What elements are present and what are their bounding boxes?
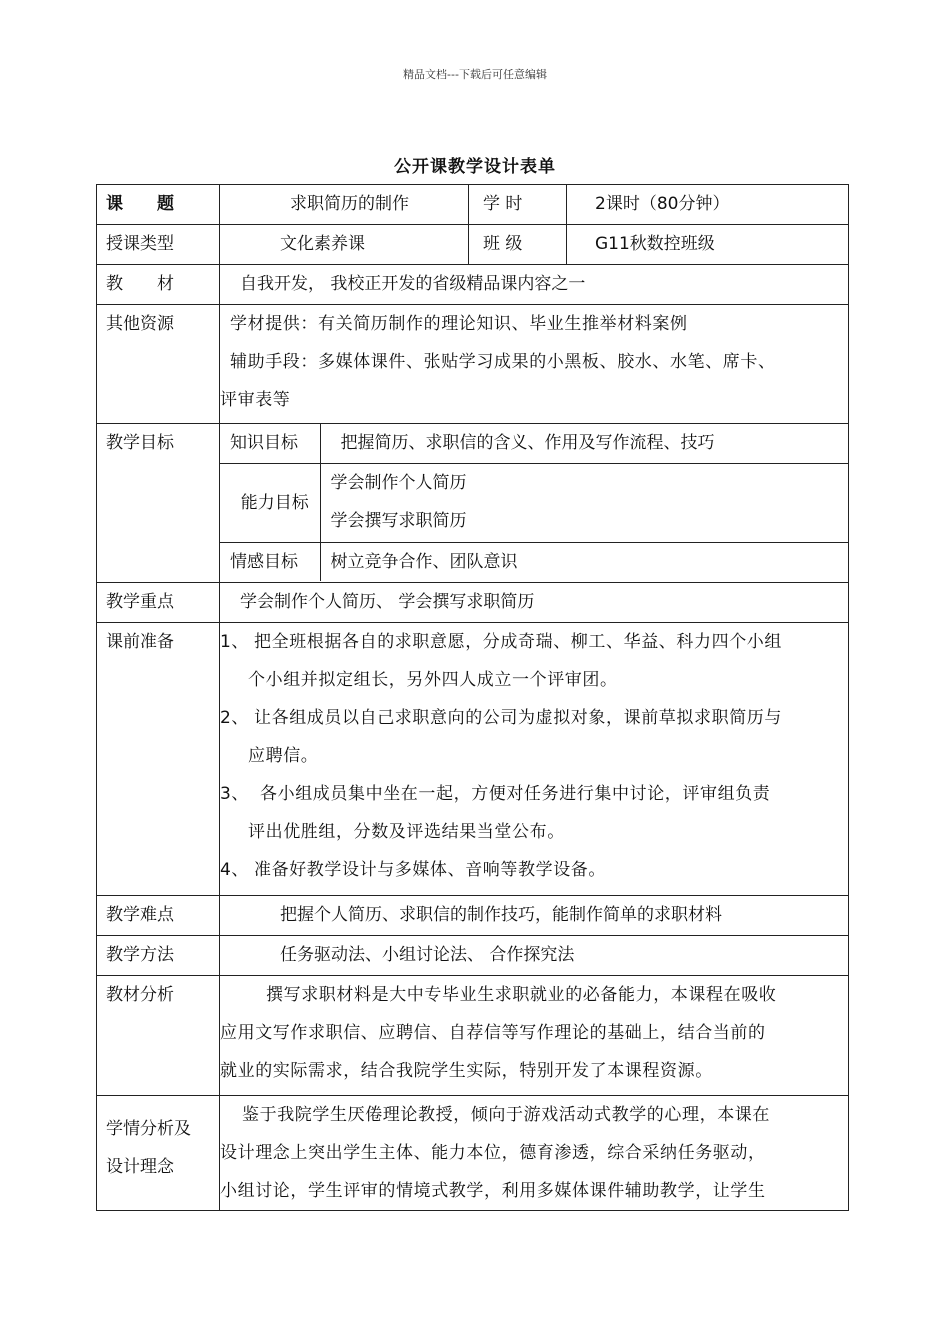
prep-item-text: 让各组成员以自己求职意向的公司为虚拟对象，课前草拟求职简历与 — [254, 708, 782, 728]
material-label: 教 材 — [97, 265, 220, 305]
row-type — [97, 225, 849, 265]
ability-goal-line: 学会制作个人简历 — [330, 472, 467, 493]
prep-item-text: 评出优胜组，分数及评选结果当堂公布。 — [248, 822, 565, 842]
hours-label: 学 时 — [469, 185, 567, 225]
hours-value: 2课时（80分钟） — [567, 185, 849, 225]
topic-value: 求职简历的制作 — [220, 185, 469, 225]
watermark-text: 精品文档---下载后可任意编辑 — [403, 68, 547, 81]
goals-label: 教学目标 — [97, 424, 220, 583]
row-resources — [97, 305, 849, 424]
analysis-content — [220, 976, 849, 1096]
knowledge-goal-label: 知识目标 — [220, 424, 320, 463]
prep-label: 课前准备 — [97, 623, 220, 896]
prep-item-text: 准备好教学设计与多媒体、音响等教学设备。 — [254, 860, 606, 880]
ability-goal-label: 能力目标 — [220, 463, 320, 542]
emotion-goal-label: 情感目标 — [220, 542, 320, 581]
prep-item-number: 4、 — [220, 860, 250, 880]
topic-label: 课 题 — [97, 185, 220, 225]
row-prep — [97, 623, 849, 896]
difficulty-label: 教学难点 — [97, 896, 220, 936]
analysis-line: 就业的实际需求，结合我院学生实际，特别开发了本课程资源。 — [220, 1061, 713, 1081]
row-difficulty — [97, 896, 849, 936]
class-value: G11秋数控班级 — [567, 225, 849, 265]
row-topic — [97, 185, 849, 225]
type-value: 文化素养课 — [220, 225, 469, 265]
row-material — [97, 265, 849, 305]
method-value: 任务驱动法、小组讨论法、 合作探究法 — [220, 936, 849, 976]
row-goals — [97, 424, 849, 583]
resources-label: 其他资源 — [97, 305, 220, 424]
ability-goal-value — [320, 463, 848, 542]
prep-item — [220, 699, 848, 775]
class-label: 班 级 — [469, 225, 567, 265]
design-line: 鉴于我院学生厌倦理论教授，倾向于游戏活动式教学的心理，本课在 — [242, 1105, 770, 1125]
prep-item-text: 把全班根据各自的求职意愿，分成奇瑞、柳工、华益、科力四个小组 — [254, 632, 782, 652]
prep-content — [220, 623, 849, 896]
keypoint-label: 教学重点 — [97, 583, 220, 623]
lesson-design-table — [96, 184, 849, 1211]
prep-item-number: 2、 — [220, 708, 250, 728]
goals-content — [220, 424, 849, 583]
prep-item-text: 各小组成员集中坐在一起，方便对任务进行集中讨论，评审组负责 — [254, 784, 771, 804]
analysis-line: 应用文写作求职信、应聘信、自荐信等写作理论的基础上，结合当前的 — [220, 1023, 766, 1043]
prep-item-number: 1、 — [220, 632, 250, 652]
material-value: 自我开发， 我校正开发的省级精品课内容之一 — [220, 265, 849, 305]
resources-line: 评审表等 — [220, 390, 291, 410]
row-method — [97, 936, 849, 976]
design-line: 设计理念上突出学生主体、能力本位，德育渗透，综合采纳任务驱动， — [220, 1143, 766, 1163]
prep-item-text: 个小组并拟定组长，另外四人成立一个评审团。 — [248, 670, 618, 690]
design-label-line: 设计理念 — [106, 1157, 174, 1177]
knowledge-goal-value: 把握简历、求职信的含义、作用及写作流程、技巧 — [320, 424, 848, 463]
prep-item-number: 3、 — [220, 784, 250, 804]
page-title: 公开课教学设计表单 — [394, 157, 556, 177]
ability-goal-line: 学会撰写求职简历 — [330, 510, 467, 531]
resources-line: 学材提供：有关简历制作的理论知识、毕业生推举材料案例 — [230, 314, 688, 334]
design-line: 小组讨论，学生评审的情境式教学，利用多媒体课件辅助教学，让学生 — [220, 1181, 766, 1201]
analysis-label: 教材分析 — [97, 976, 220, 1096]
type-label: 授课类型 — [97, 225, 220, 265]
resources-line: 辅助手段：多媒体课件、张贴学习成果的小黑板、胶水、水笔、席卡、 — [230, 352, 776, 372]
design-label — [97, 1096, 220, 1211]
keypoint-value: 学会制作个人简历、 学会撰写求职简历 — [220, 583, 849, 623]
prep-item — [220, 623, 848, 699]
row-keypoint — [97, 583, 849, 623]
method-label: 教学方法 — [97, 936, 220, 976]
difficulty-value: 把握个人简历、求职信的制作技巧，能制作简单的求职材料 — [220, 896, 849, 936]
emotion-goal-value: 树立竞争合作、团队意识 — [330, 551, 518, 572]
resources-content — [220, 305, 849, 424]
row-analysis — [97, 976, 849, 1096]
prep-item-text: 应聘信。 — [248, 746, 319, 766]
analysis-line: 撰写求职材料是大中专毕业生求职就业的必备能力，本课程在吸收 — [266, 985, 777, 1005]
design-label-line: 学情分析及 — [106, 1119, 191, 1139]
prep-item — [220, 775, 848, 851]
row-design — [97, 1096, 849, 1211]
prep-item — [220, 851, 848, 889]
design-content — [220, 1096, 849, 1211]
goals-subtable — [220, 424, 848, 581]
